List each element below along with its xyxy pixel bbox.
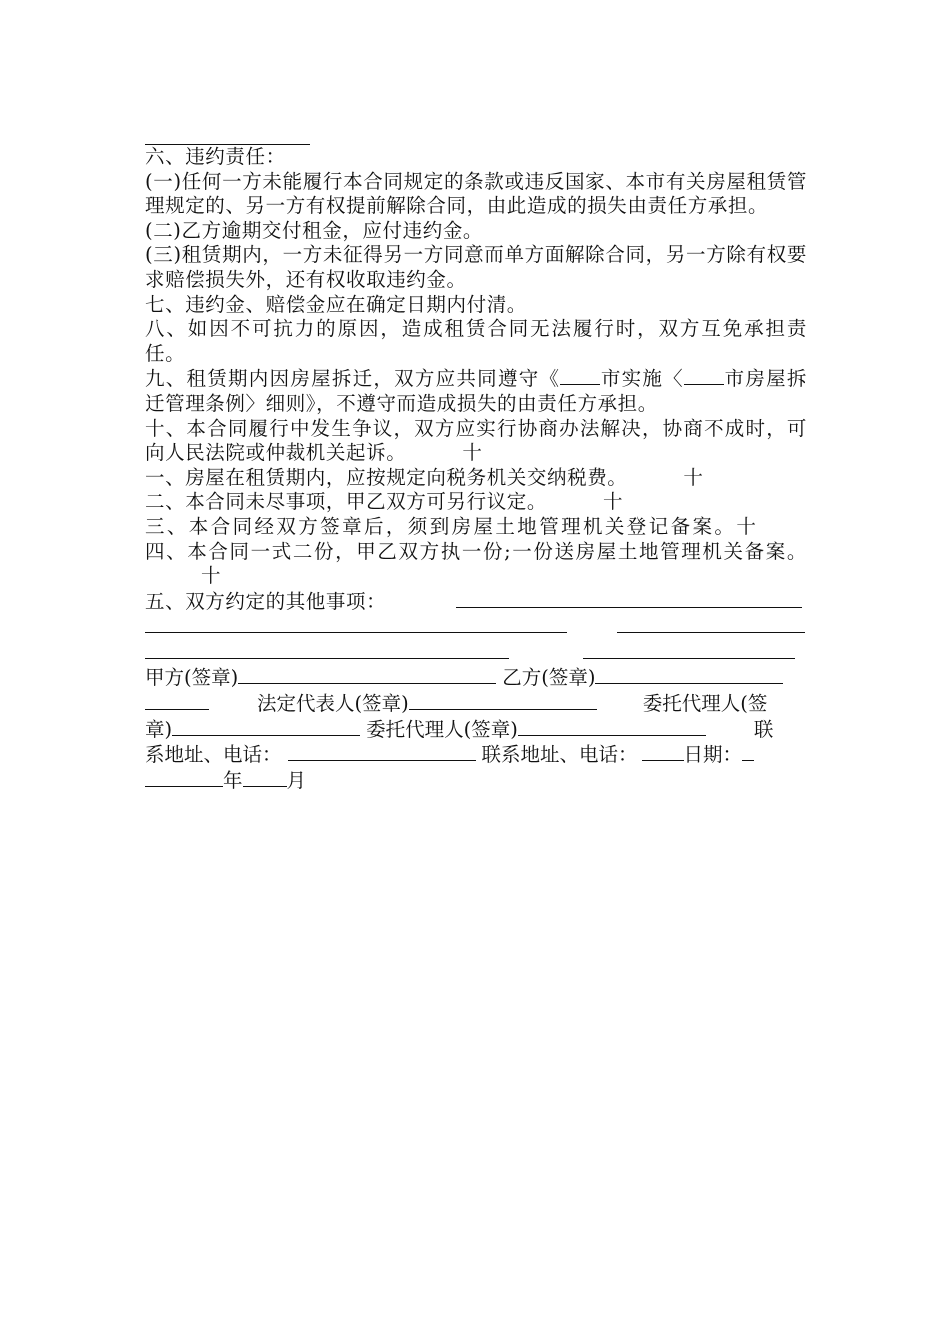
city-blank-2: [684, 366, 724, 385]
clause-13: [145, 515, 807, 540]
section-6-heading: 六、违约责任：: [145, 145, 286, 168]
signature-row-3: [145, 717, 807, 743]
other-matters-blank-3: [617, 614, 805, 633]
agent-label-end: 章): [145, 717, 173, 741]
other-matters-blank-5: [583, 640, 795, 659]
signature-row-4: [145, 742, 807, 768]
blank-row-2: [145, 640, 807, 666]
contact-label-start: 联: [753, 717, 774, 741]
contact-b-label: 联系地址、电话：: [481, 743, 638, 767]
clause-6-3: (三)租赁期内，一方未征得另一方同意而单方面解除合同，另一方除有权要求赔偿损失外，还有权收取违约金。: [145, 243, 807, 291]
contact-a-label: 系地址、电话：: [145, 743, 282, 767]
city-blank-1: [560, 366, 600, 385]
document-page: [145, 120, 807, 793]
top-rule: [145, 120, 310, 145]
party-b-blank: [595, 665, 783, 684]
year-label: 年: [223, 768, 243, 792]
clause-15-text: 五、双方约定的其他事项：: [145, 589, 387, 613]
clause-13-tail: 十: [736, 514, 759, 538]
other-matters-blank-4: [145, 640, 509, 659]
clause-9-part-b: 市实施〈: [600, 367, 684, 391]
clause-11-text: 一、房屋在租赁期内，应按规定向税务机关交纳税费。: [145, 465, 628, 489]
clause-10-tail: 十: [462, 441, 483, 465]
clause-15: [145, 589, 807, 615]
contact-b-blank: [642, 742, 684, 761]
clause-9-part-c: 市房屋拆迁管理条例〉细则》，不遵守而造成损失的由责任方承担。: [145, 367, 807, 415]
clause-10: [145, 417, 807, 466]
clause-12: [145, 490, 807, 515]
clause-9-part-a: 九、租赁期内因房屋拆迁，双方应共同遵守《: [145, 367, 561, 391]
agent-b-label: 委托代理人(签章): [366, 717, 518, 741]
year-blank: [145, 768, 223, 787]
month-label: 月: [286, 768, 307, 792]
clause-11-tail: 十: [683, 465, 704, 489]
signature-row-5: [145, 768, 807, 794]
clause-12-tail: 十: [603, 490, 624, 514]
clause-12-text: 二、本合同未尽事项，甲乙双方可另行议定。: [145, 490, 548, 514]
party-b-label: 乙方(签章): [502, 666, 596, 690]
contact-a-blank: [288, 742, 476, 761]
clause-8: 八、如因不可抗力的原因，造成租赁合同无法履行时，双方互免承担责任。: [145, 317, 807, 365]
clause-11: [145, 466, 807, 491]
clause-7: 七、违约金、赔偿金应在确定日期内付清。: [145, 292, 527, 316]
legal-rep-label: 法定代表人(签章): [257, 692, 409, 716]
party-a-label: 甲方(签章): [145, 666, 239, 690]
clause-10-text: 十、本合同履行中发生争议，双方应实行协商办法解决，协商不成时，可向人民法院或仲裁机关起诉。: [145, 416, 807, 465]
month-blank: [243, 768, 287, 787]
clause-9: [145, 366, 807, 416]
clause-13-text: 三、本合同经双方签章后，须到房屋土地管理机关登记备案。: [145, 514, 737, 538]
other-matters-blank-1: [456, 589, 802, 608]
date-blank-year-start: [742, 742, 754, 761]
legal-rep-blank: [409, 691, 597, 710]
date-label: 日期：: [683, 743, 743, 767]
other-matters-blank-2: [145, 614, 567, 633]
signature-row-2: [145, 691, 807, 717]
agent-b-blank: [518, 717, 706, 736]
clause-6-2: (二)乙方逾期交付租金，应付违约金。: [145, 218, 484, 242]
agent-a-blank: [172, 717, 360, 736]
blank-row-1: [145, 614, 807, 640]
clause-14: [145, 540, 807, 589]
agent-label-start: 委托代理人(签: [642, 692, 768, 716]
clause-14-text: 四、本合同一式二份，甲乙双方执一份;一份送房屋土地管理机关备案。: [145, 539, 807, 563]
signature-row-1: [145, 665, 807, 691]
clause-6-1: (一)任何一方未能履行本合同规定的条款或违反国家、本市有关房屋租赁管理规定的、另一方有权提前解除合同，由此造成的损失由责任方承担。: [145, 169, 807, 218]
party-a-blank: [238, 665, 496, 684]
clause-14-tail: 十: [201, 564, 222, 588]
party-b-blank-cont: [145, 691, 209, 710]
